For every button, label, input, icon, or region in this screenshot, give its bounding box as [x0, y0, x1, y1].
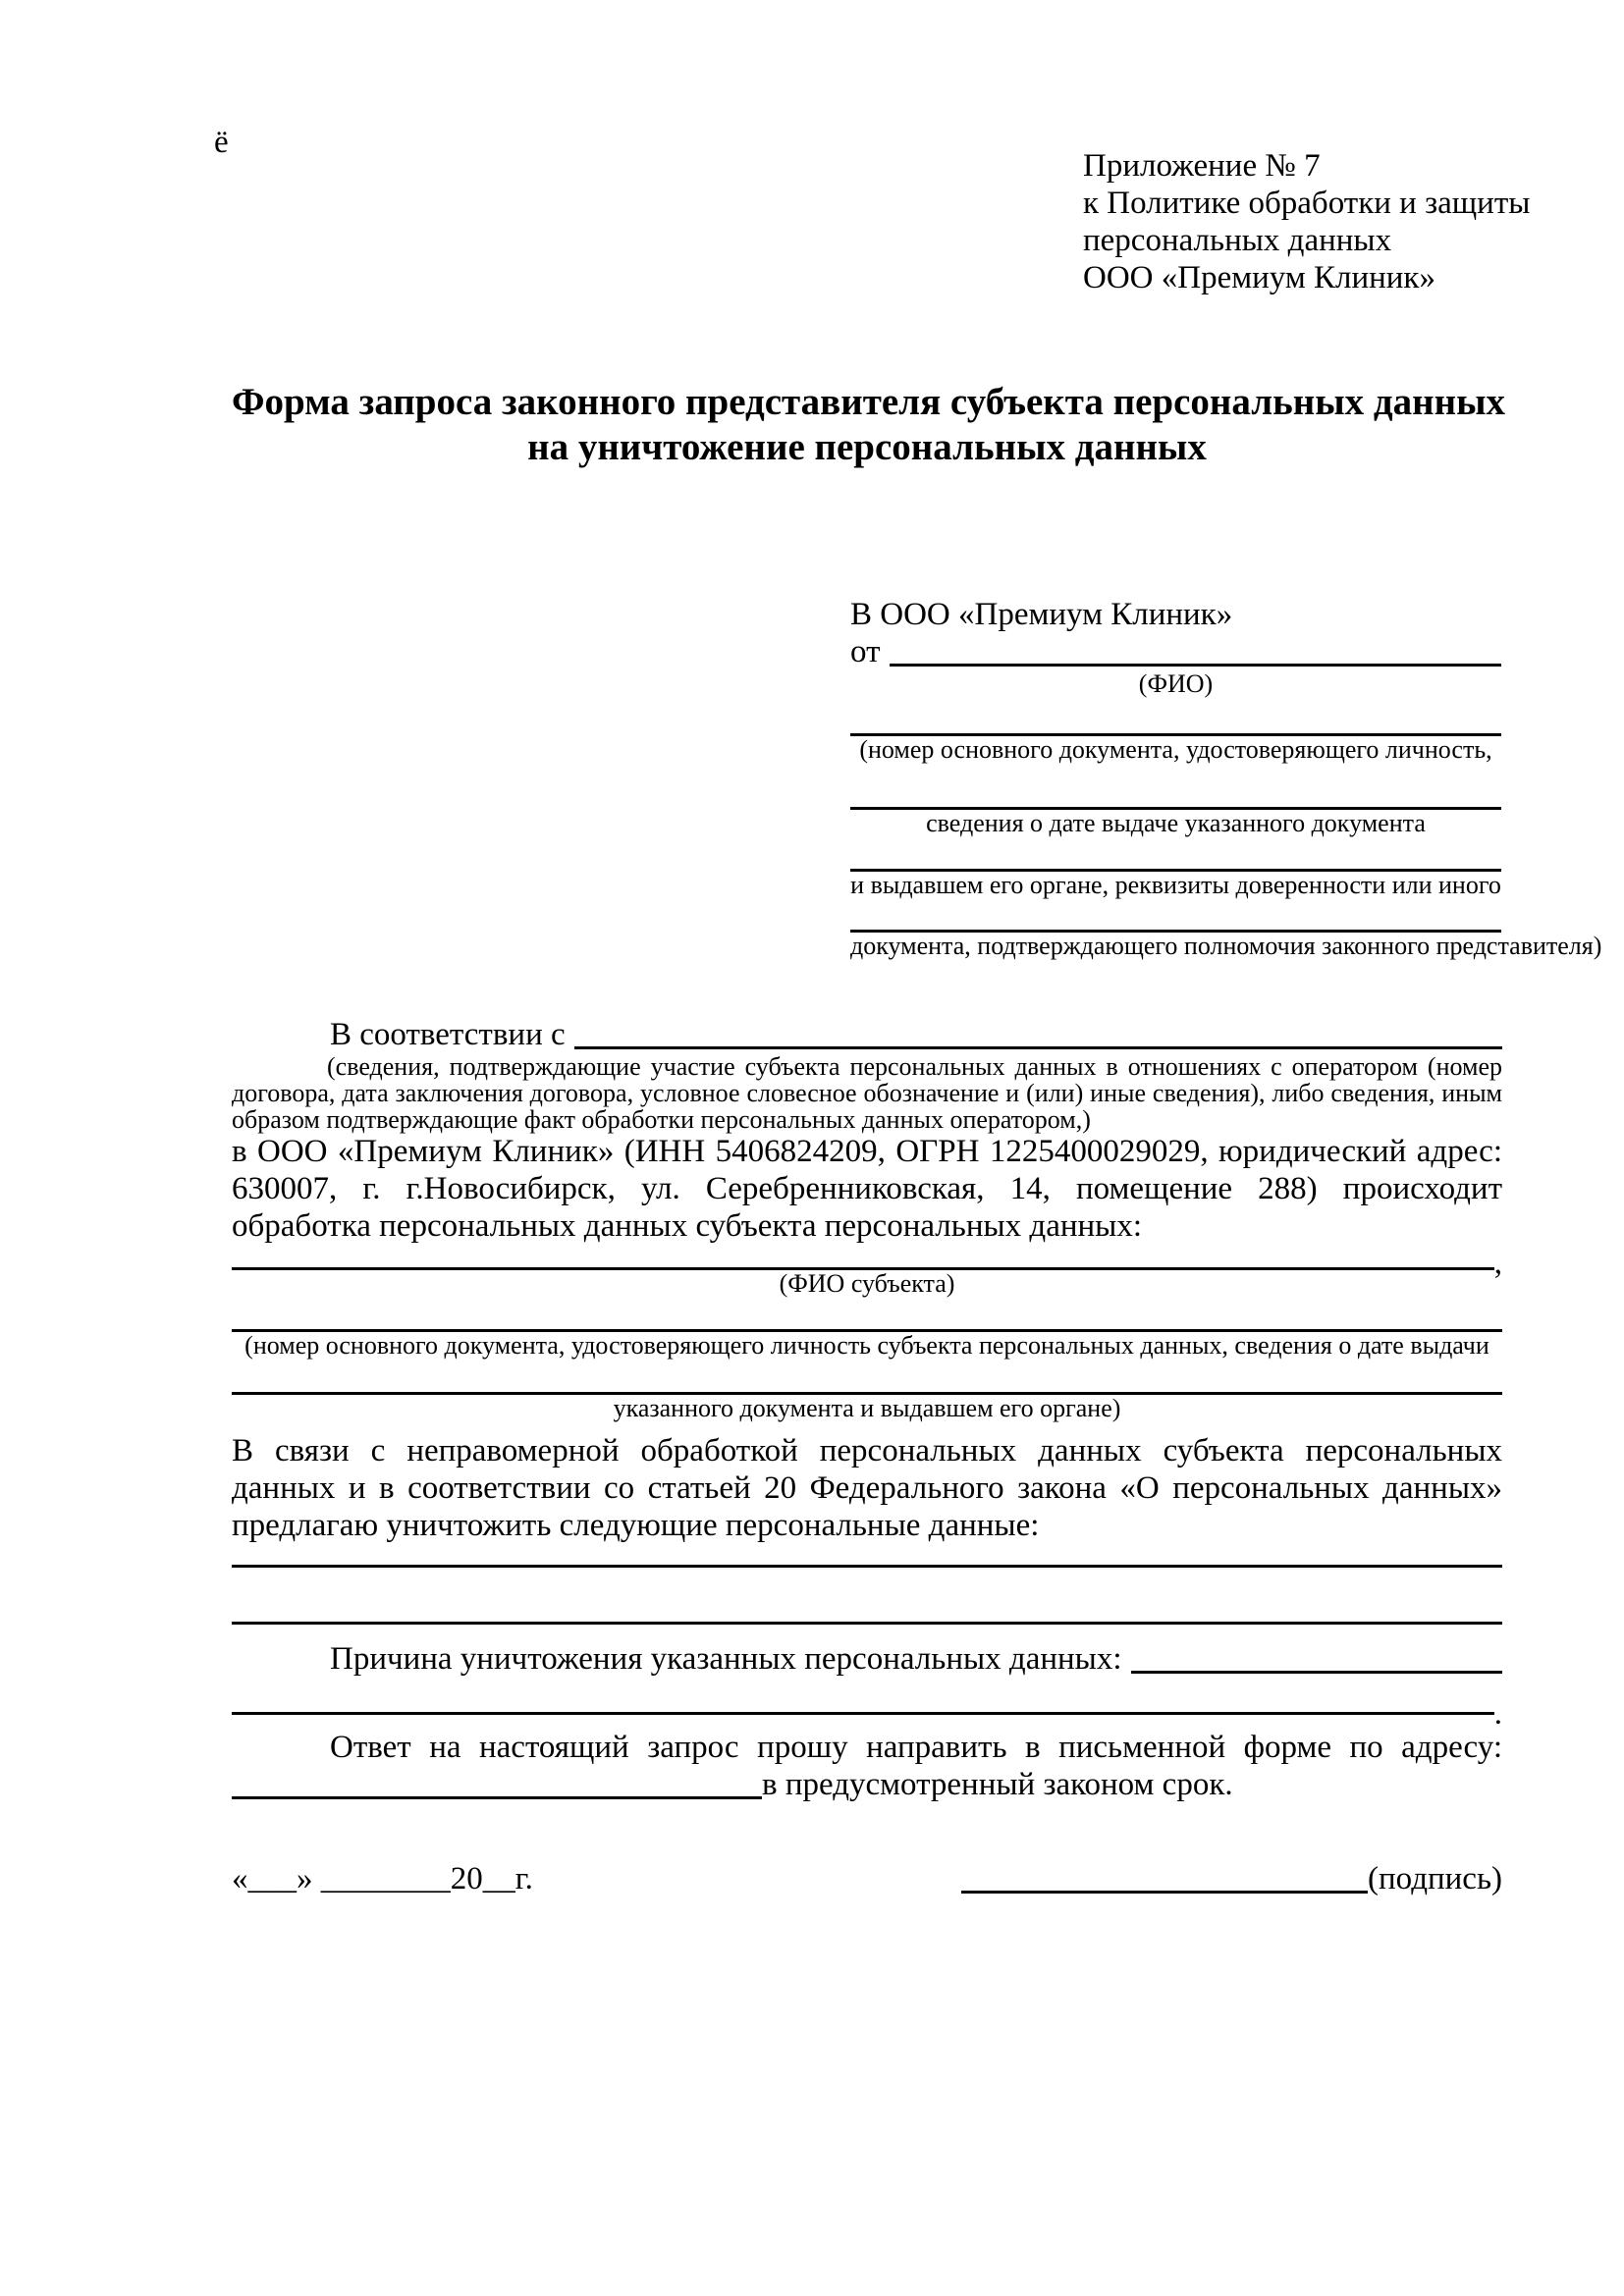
from-label: от [850, 634, 881, 669]
accordance-lead: В соответствии с [330, 1017, 566, 1052]
reply-paragraph: Ответ на настоящий запрос прошу направить в письменной форме по адресу: [330, 1730, 1502, 1765]
from-blank-line [890, 633, 1502, 667]
form-title-line1: Форма запроса законного представителя субъекта персональных данных [232, 381, 1506, 423]
reply-tail-text: в предусмотренный законом срок. [762, 1767, 1233, 1802]
addressee-to: В ООО «Премиум Клиник» [850, 597, 1233, 632]
appendix-header-line: к Политике обработки и защиты [1083, 186, 1531, 221]
destroy-data-line [232, 1544, 1502, 1568]
subject-fio-caption: (ФИО субъекта) [779, 1269, 955, 1298]
field-caption: сведения о дате выдаче указанного документа [926, 809, 1426, 837]
blank-field [850, 837, 1501, 872]
appendix-header-line: ООО «Премиум Клиник» [1083, 260, 1435, 295]
accordance-row [232, 1016, 1502, 1053]
addressee-from-row [850, 633, 1501, 670]
reason-end-row [232, 1695, 1502, 1732]
destroy-data-line [232, 1568, 1502, 1625]
operator-paragraph: в ООО «Премиум Клиник» (ИНН 5406824209, ОГРН 1225400029029, юридический адрес: 630007, г. г.Новосибирск, ул. Серебренниковская, 14, помещение 288) происходит обработка персональных данных субъекта персональных данных: [232, 1134, 1502, 1244]
field-caption: и выдавшем его органе, реквизиты доверенности или иного [850, 871, 1501, 899]
subject-doc-line [232, 1298, 1502, 1332]
reason-lead: Причина уничтожения указанных персональных данных: [330, 1641, 1122, 1677]
date-line: «___» ________20__г. [232, 1861, 533, 1896]
form-title [232, 380, 1506, 470]
stray-letter: ё [214, 125, 229, 160]
field-caption: (номер основного документа, удостоверяющего личность, [859, 735, 1492, 764]
footer-row [232, 1860, 1502, 1897]
subject-fio-line [232, 1245, 1494, 1270]
appendix-header-line: персональных данных [1083, 223, 1392, 258]
accordance-note: (сведения, подтверждающие участие субъекта персональных данных в отношениях с оператором (номер договора, дата заключения договора, условное словесное обозначение и (или) иные сведения), либо сведения, иным образом подтверждающие факт обработки персональных данных оператором,) [232, 1052, 1502, 1134]
appendix-header-line: Приложение № 7 [1083, 148, 1321, 184]
reason-blank-line [1131, 1640, 1502, 1674]
reply-address-line [232, 1766, 762, 1799]
trailing-period: . [1493, 1696, 1502, 1732]
subject-doc-caption: (номер основного документа, удостоверяющего личность субъекта персональных данных, сведения о дате выдачи [244, 1331, 1489, 1360]
accordance-blank-line [574, 1016, 1502, 1049]
subject-doc-line [232, 1360, 1502, 1395]
reason-row [232, 1640, 1502, 1678]
appendix-header [1083, 147, 1531, 296]
subject-fio-row [232, 1245, 1502, 1281]
unlawful-paragraph: В связи с неправомерной обработкой персональных данных субъекта персональных данных и в соответствии со статьей 20 Федерального закона «О персональных данных» предлагаю уничтожить следующие персональные данные: [232, 1433, 1502, 1543]
reason-end-line [232, 1695, 1494, 1715]
addressee-block [850, 596, 1602, 960]
signature-line [961, 1860, 1368, 1894]
field-caption: документа, подтверждающего полномочия законного представителя) [850, 932, 1602, 960]
fio-caption: (ФИО) [1138, 669, 1214, 698]
subject-doc-caption: указанного документа и выдавшем его органе) [613, 1394, 1121, 1422]
blank-field [850, 698, 1501, 736]
blank-field [850, 899, 1501, 933]
form-title-line2: на уничтожение персональных данных [527, 426, 1207, 468]
reply-tail-row [232, 1766, 1502, 1803]
signature-caption: (подпись) [1368, 1861, 1502, 1896]
document-content [232, 0, 1602, 1897]
trailing-comma: , [1493, 1246, 1502, 1281]
signature-group [961, 1860, 1502, 1897]
blank-field [850, 764, 1501, 810]
